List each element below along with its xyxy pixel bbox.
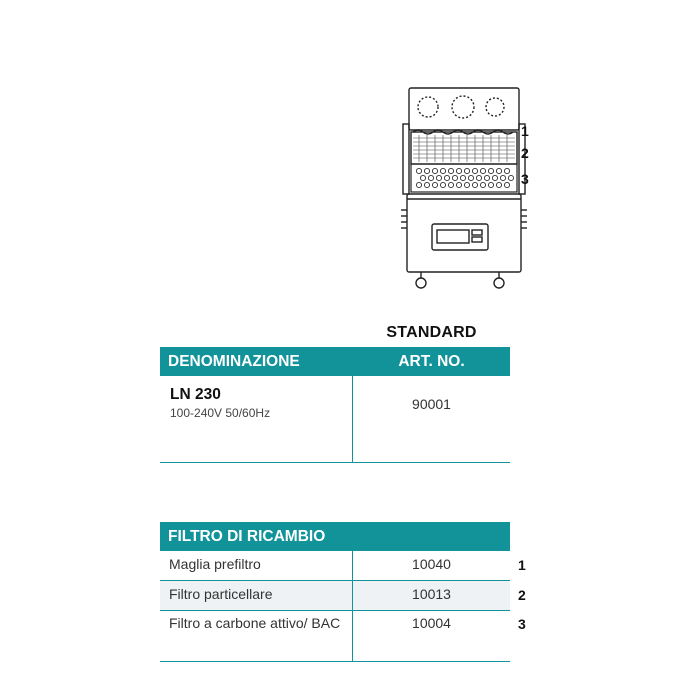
product-cell — [160, 376, 353, 462]
table-row — [160, 376, 510, 463]
model-spec: 100-240V 50/60Hz — [170, 406, 271, 420]
filter-name: Filtro particellare — [160, 581, 353, 610]
filter-ref-number: 2 — [518, 587, 526, 603]
product-table-header — [160, 347, 510, 376]
standard-heading: STANDARD — [386, 324, 477, 341]
air-purifier-drawing — [395, 80, 545, 295]
filter-name: Filtro a carbone attivo/ BAC — [160, 611, 353, 661]
table-row — [160, 581, 526, 611]
callout-1: 1 — [521, 123, 529, 139]
filter-table-header — [160, 522, 510, 551]
table-row — [160, 551, 526, 581]
filter-table — [160, 522, 526, 662]
header-art-no: ART. NO. — [398, 352, 465, 370]
filter-ref-number: 1 — [518, 557, 526, 573]
table-row — [160, 611, 526, 662]
model-name: LN 230 — [170, 386, 221, 403]
callout-2: 2 — [521, 145, 529, 161]
header-denominazione: DENOMINAZIONE — [168, 352, 300, 370]
product-table — [160, 347, 510, 463]
header-filtro-di-ricambio: FILTRO DI RICAMBIO — [168, 527, 326, 545]
filter-name: Maglia prefiltro — [160, 551, 353, 580]
filter-art-no: 10004 — [412, 615, 451, 631]
filter-ref-number: 3 — [518, 616, 526, 632]
filter-art-no: 10013 — [412, 586, 451, 602]
filter-art-no: 10040 — [412, 556, 451, 572]
callout-3: 3 — [521, 171, 529, 187]
art-no-cell: 90001 — [412, 396, 451, 412]
